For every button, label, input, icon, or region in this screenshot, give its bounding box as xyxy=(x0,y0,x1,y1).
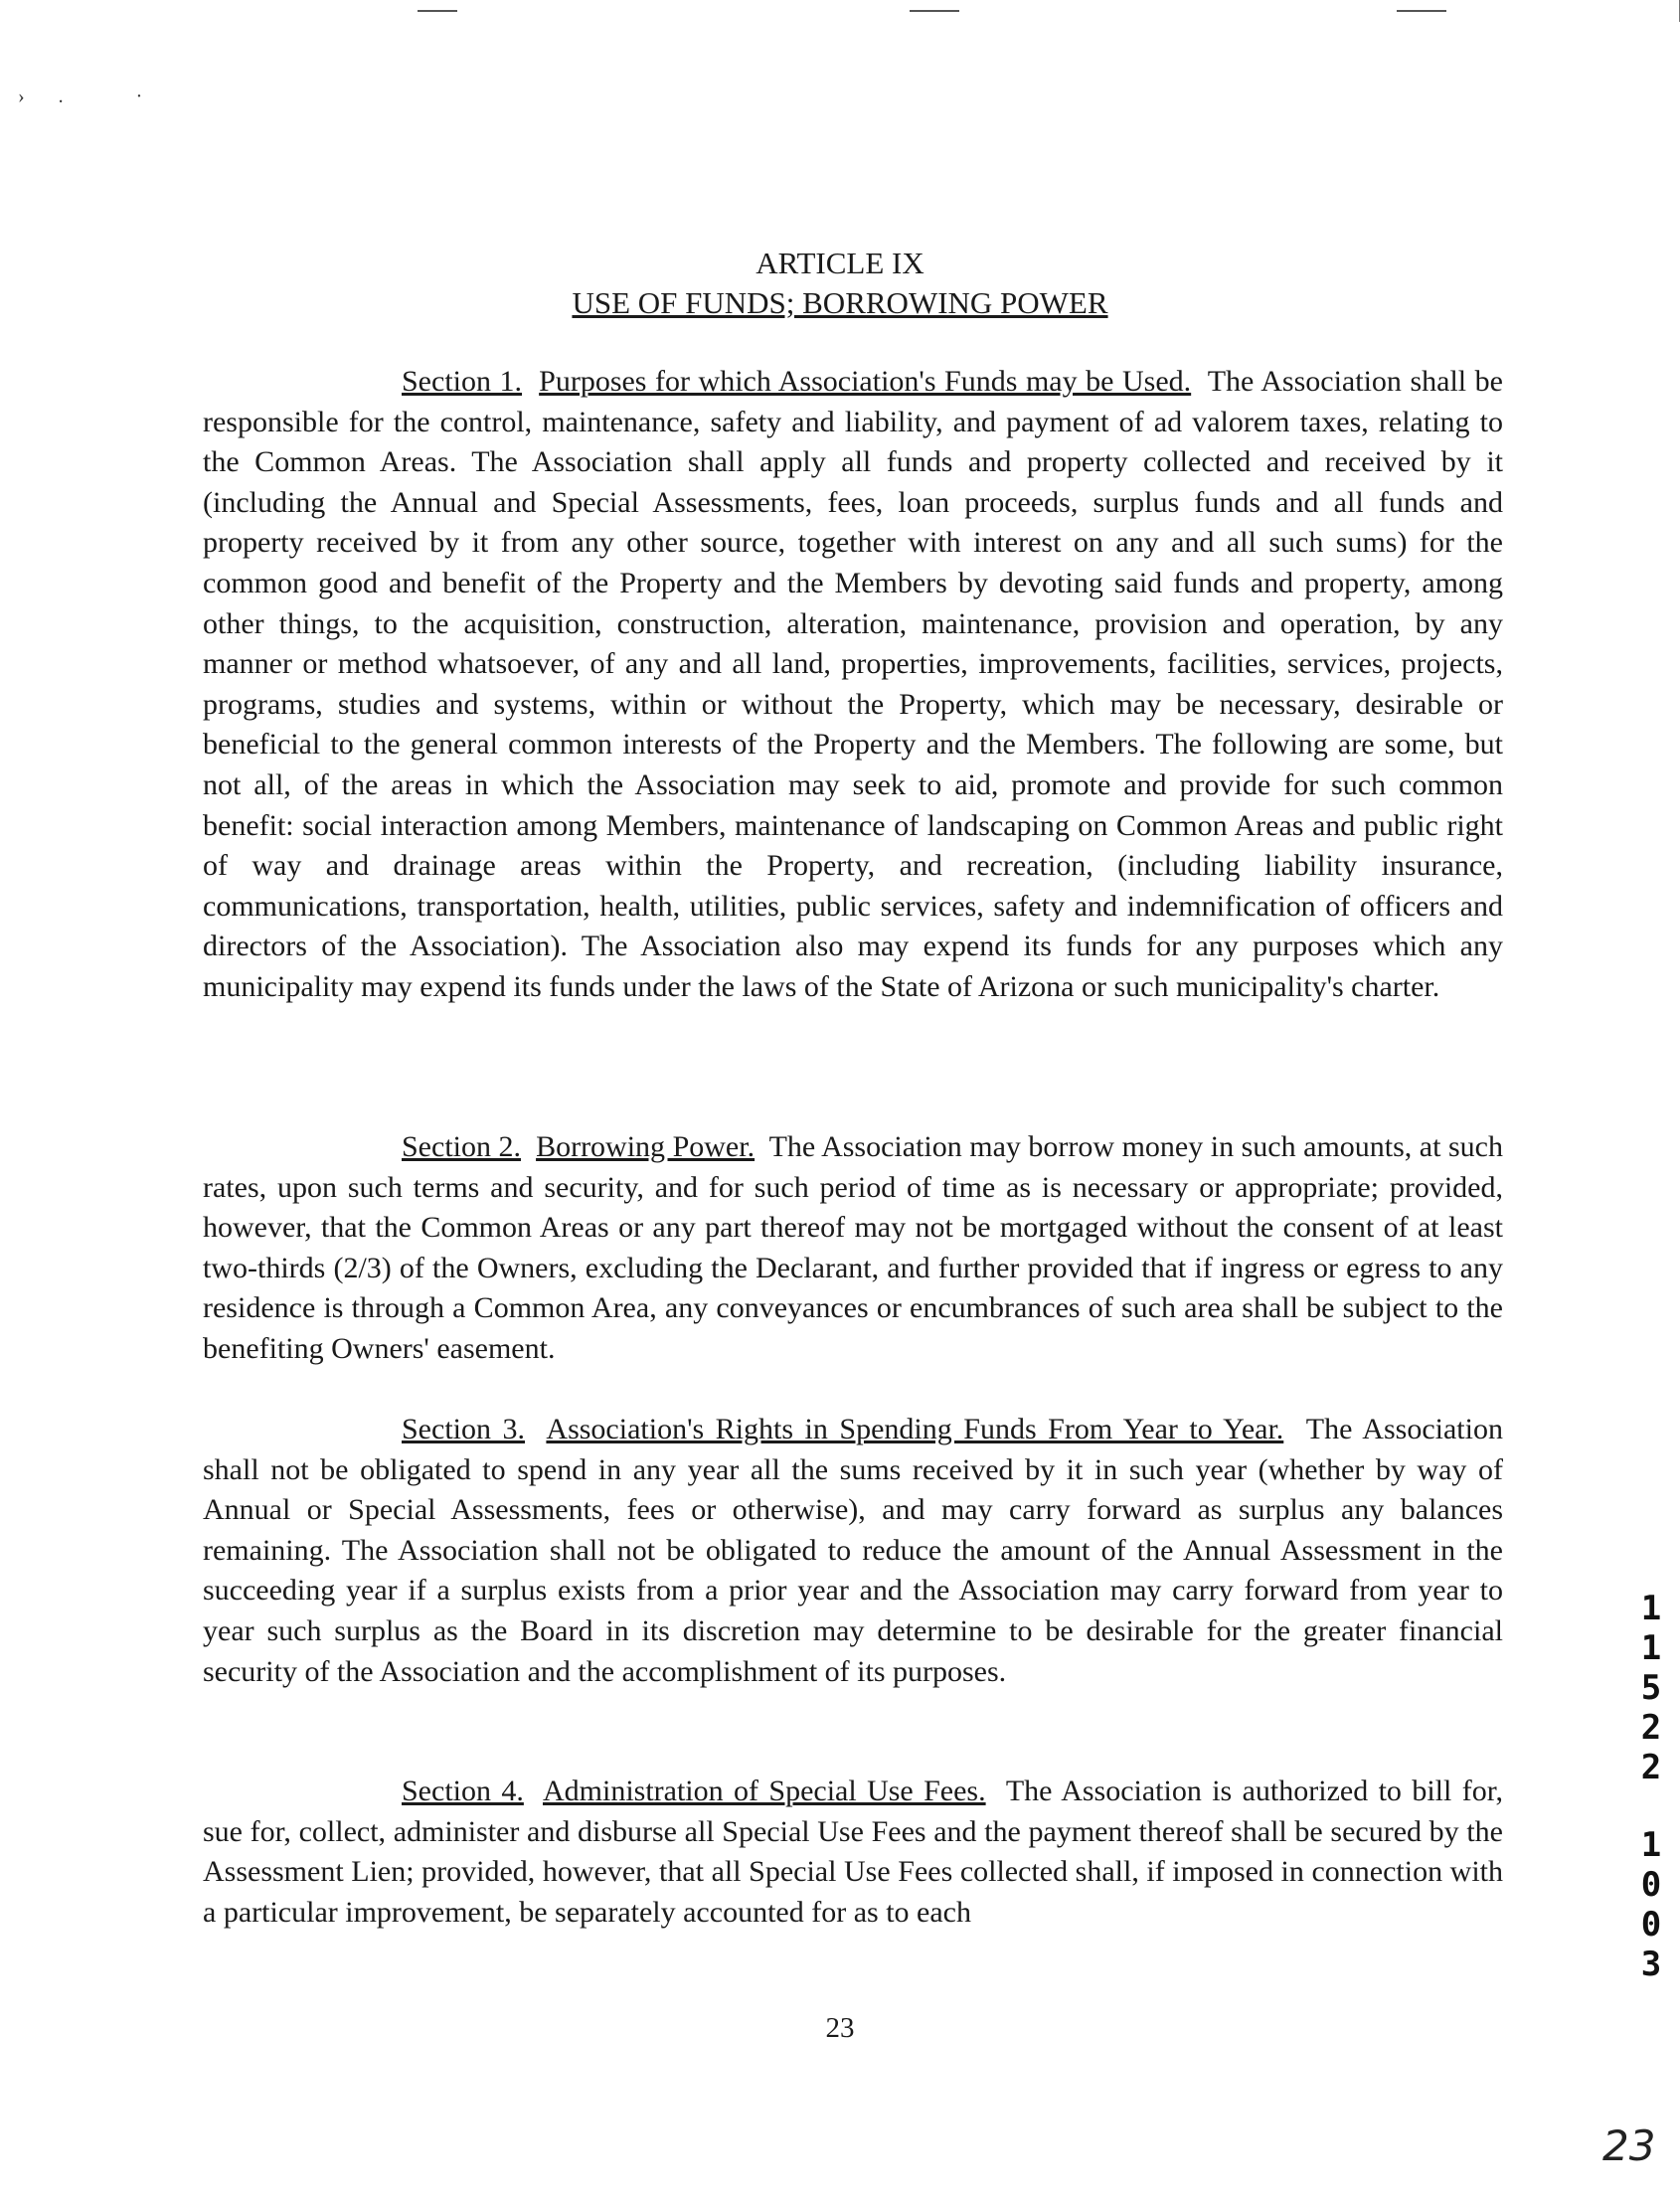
stamp-digit: 2 xyxy=(1640,1748,1662,1787)
section-caption: Association's Rights in Spending Funds From Year to Year. xyxy=(546,1413,1284,1445)
section-label: Section 1. xyxy=(402,365,523,398)
page-number: 23 xyxy=(825,2012,855,2044)
stamp-digit: 1 xyxy=(1640,1825,1662,1865)
section-text: The Association shall not be obligated to spend in any year all the sums received by it in such year (whether by way of Annual or Special Assessments, fees or otherwise), and may carry forward as surplus any balances remaining. The Association shall not be obligated to reduce the amount of the Annual Assessment in the succeeding year if a surplus exists from a prior year and the Association may carry forward from year to year such surplus as the Board in its discretion may determine to be desirable for the greater financial security of the Association and the accomplishment of its purposes. xyxy=(203,1413,1503,1688)
section-caption: Administration of Special Use Fees. xyxy=(542,1775,986,1807)
stamp-digit: 5 xyxy=(1640,1668,1662,1708)
section-text: The Association is authorized to bill for, sue for, collect, administer and disburse all Special Use Fees and the payment thereof shall be secured by the Assessment Lien; provided, however, that all Special Use Fees collected shall, if imposed in connection with a particular improvement, be separately accounted for as to each xyxy=(203,1775,1503,1929)
section-caption: Purposes for which Association's Funds may be Used. xyxy=(539,365,1192,398)
section-label: Section 2. xyxy=(402,1130,522,1163)
section-label: Section 4. xyxy=(402,1775,524,1807)
stamp-digit: 1 xyxy=(1640,1628,1662,1668)
section-text: The Association shall be responsible for the control, maintenance, safety and liability, and payment of ad valorem taxes, relating to the Common Areas. The Association shall apply all funds and property collected and received by it (including the Annual and Special Assessments, fees, loan proceeds, surplus funds and all funds and property received by it from any other source, together with interest on any and all such sums) for the common good and benefit of the Property and the Members by devoting said funds and property, among other things, to the acquisition, construction, alteration, maintenance, provision and operation, by any manner or method whatsoever, of any and all land, properties, improvements, facilities, services, projects, programs, studies and systems, within or without the Property, which may be necessary, desirable or beneficial to the general common interests of the Property and the Members. The following are some, but not all, of the areas in which the Association may seek to aid, promote and provide for such common benefit: social interaction among Members, maintenance of landscaping on Common Areas and public right of way and drainage areas within the Property, and recreation, (including liability insurance, communications, transportation, health, utilities, public services, safety and indemnification of officers and directors of the Association). The Association also may expend its funds for any purposes which any municipality may expend its funds under the laws of the State of Arizona or such municipality's charter. xyxy=(203,365,1503,1003)
section-label: Section 3. xyxy=(402,1413,526,1445)
section-2 xyxy=(203,1127,1503,1370)
scan-specks: ›. · xyxy=(18,85,177,107)
stamp-digit: 3 xyxy=(1640,1945,1662,1984)
handwritten-page-number: 23 xyxy=(1602,2121,1656,2170)
stamp-digit: 0 xyxy=(1640,1905,1662,1945)
section-text: The Association may borrow money in such amounts, at such rates, upon such terms and security, and for such period of time as is necessary or appropriate; provided, however, that the Common Areas or any part thereof may not be mortgaged without the consent of at least two-thirds (2/3) of the Owners, excluding the Declarant, and further provided that if ingress or egress to any residence is through a Common Area, any conveyances or encumbrances of such area shall be subject to the benefiting Owners' easement. xyxy=(203,1130,1503,1365)
article-title-wrap xyxy=(0,282,1680,324)
stamp-digit: 2 xyxy=(1640,1708,1662,1748)
scan-mark xyxy=(418,10,457,12)
scan-mark xyxy=(910,10,959,12)
section-caption: Borrowing Power. xyxy=(536,1130,756,1163)
section-1 xyxy=(203,362,1503,1008)
stamp-digit: 0 xyxy=(1640,1865,1662,1905)
recording-stamp xyxy=(1635,1589,1667,1984)
article-number: ARTICLE IX xyxy=(756,246,924,280)
article-title: USE OF FUNDS; BORROWING POWER xyxy=(572,285,1108,320)
stamp-digit: 1 xyxy=(1640,1589,1662,1628)
section-4 xyxy=(203,1772,1503,1933)
scan-mark xyxy=(1397,10,1446,12)
section-3 xyxy=(203,1410,1503,1692)
